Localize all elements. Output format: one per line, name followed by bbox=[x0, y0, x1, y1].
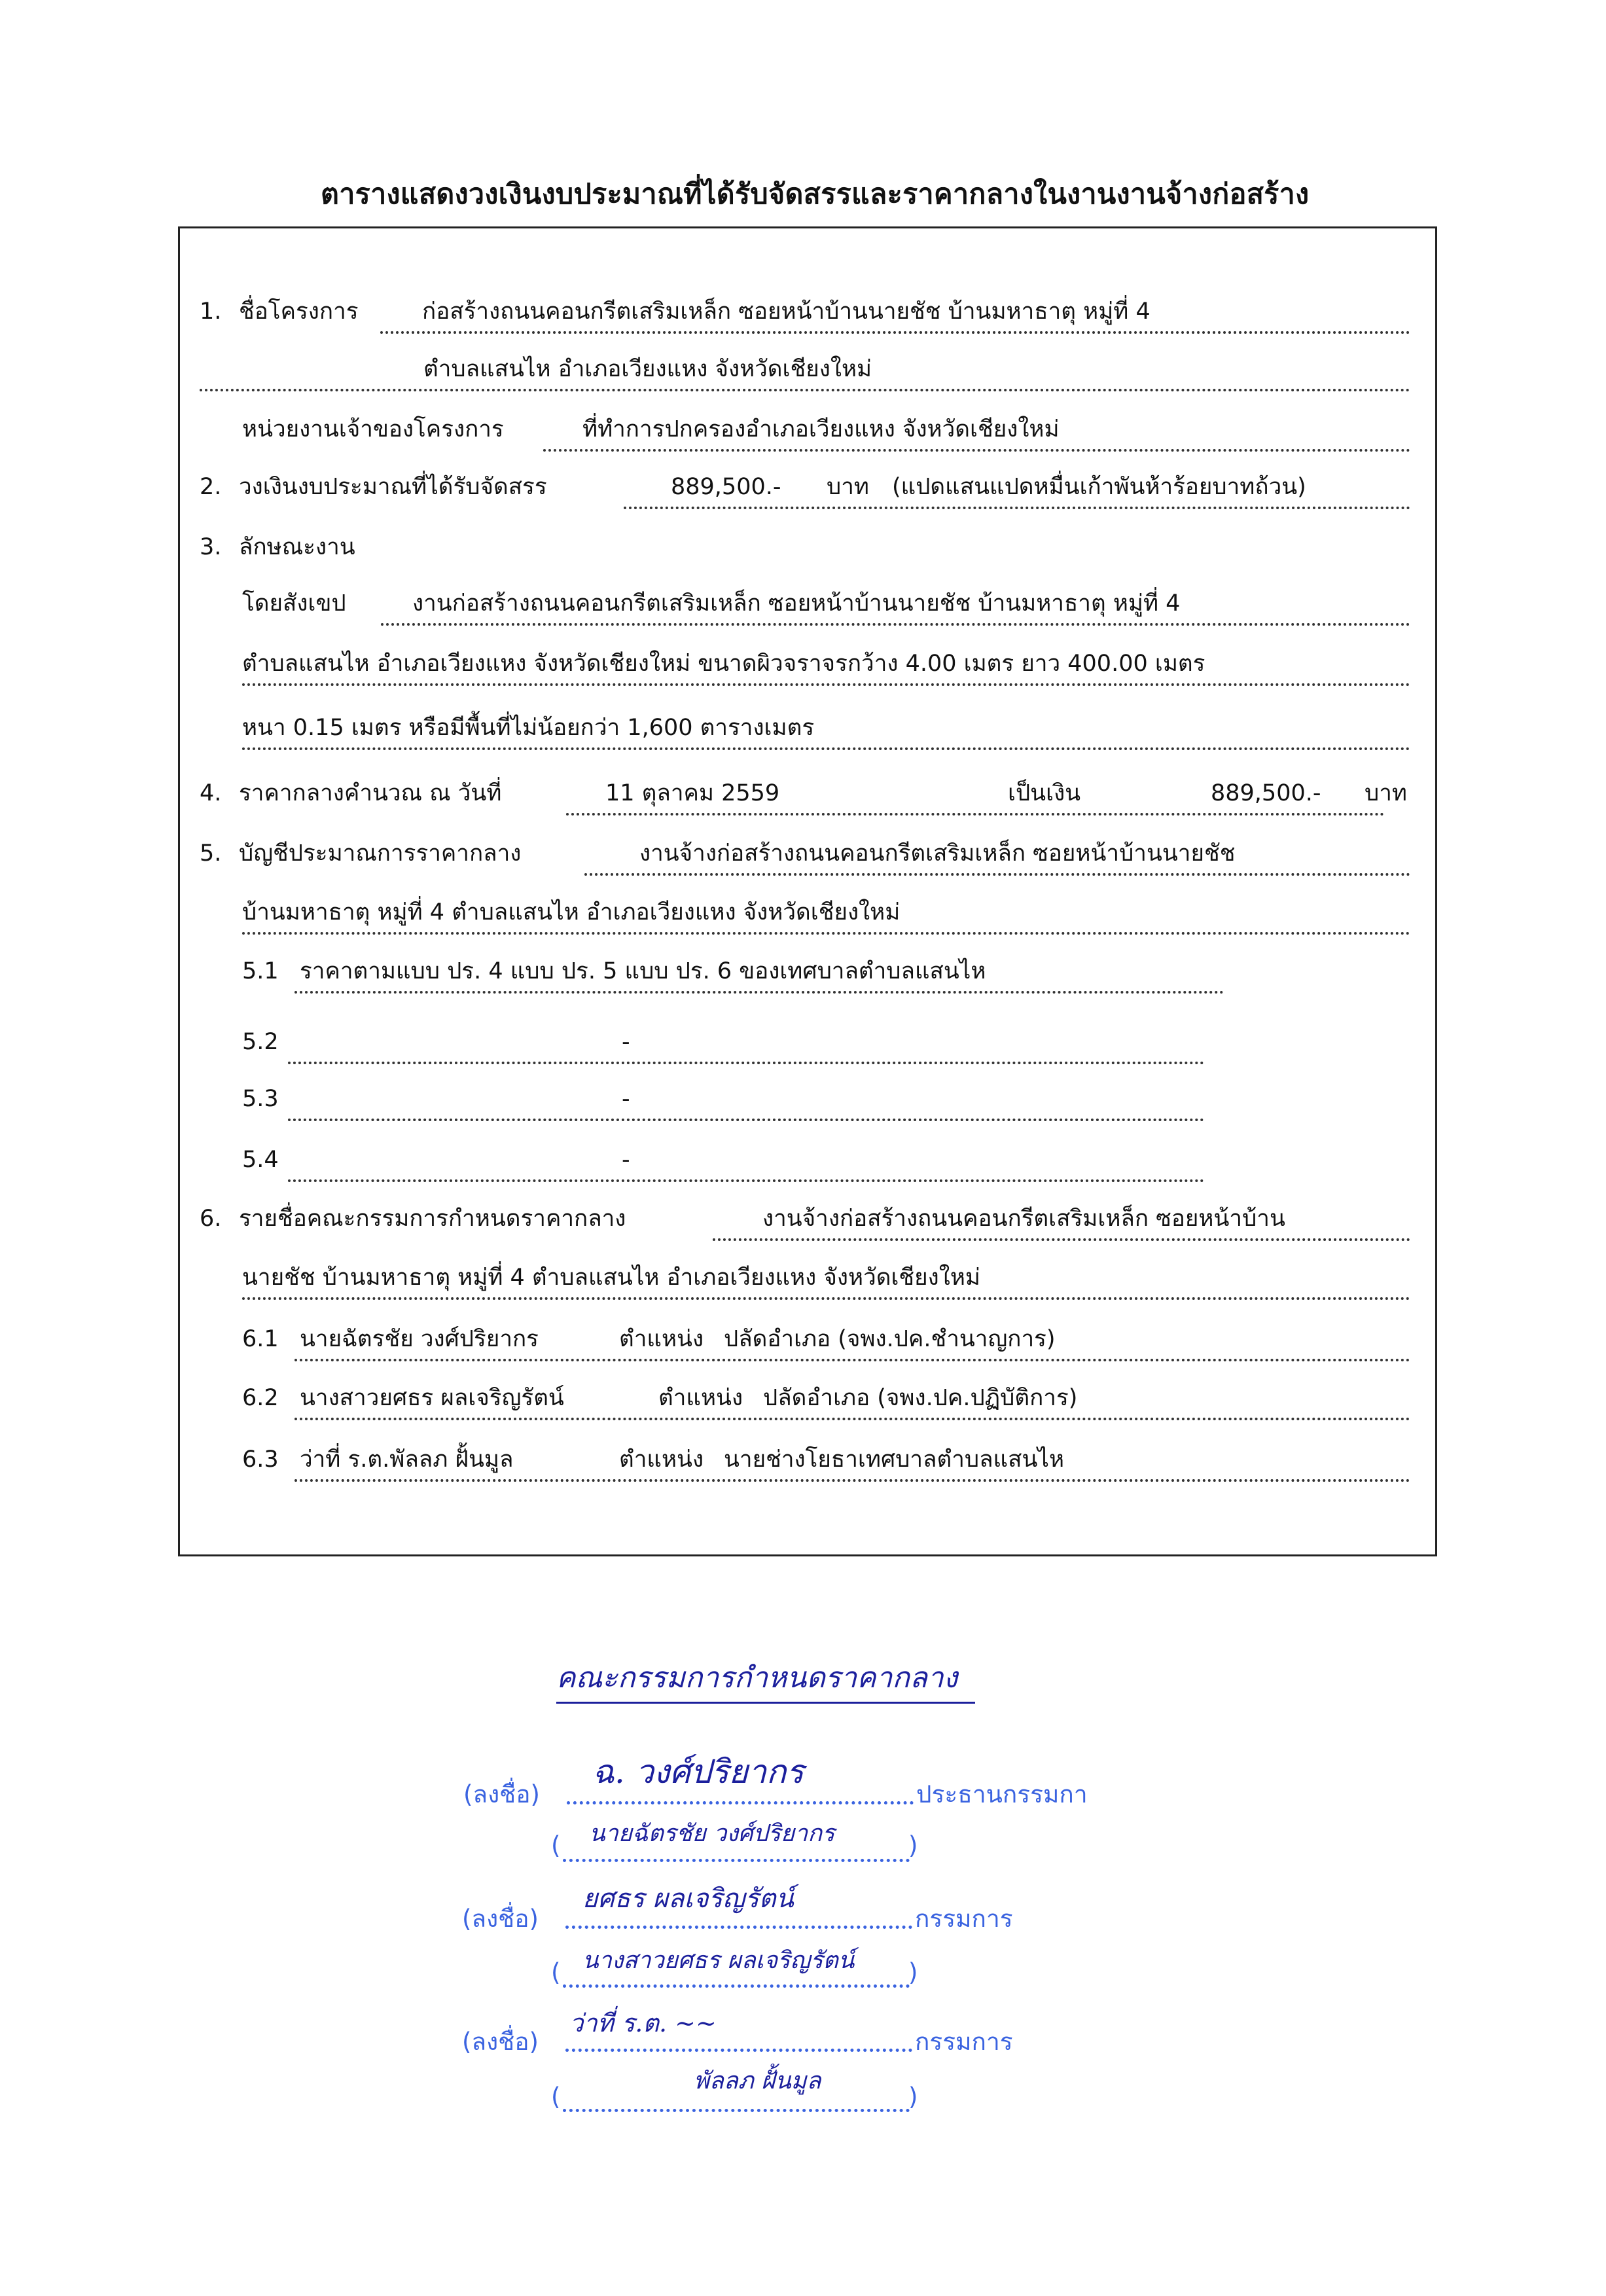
estimate-dotted-line-2 bbox=[242, 932, 1410, 935]
member-6-3-number: 6.3 bbox=[242, 1446, 279, 1473]
project-name: ก่อสร้างถนนคอนกรีตเสริมเหล็ก ซอยหน้าบ้านนายชัช บ้านมหาธาตุ หมู่ที่ 4 bbox=[422, 298, 1151, 325]
sub-5-4-dotted-line bbox=[288, 1179, 1204, 1182]
printed-name-close-paren-2: ) bbox=[908, 1958, 918, 1986]
item-5-number: 5. bbox=[200, 840, 222, 867]
member-6-1-position: ปลัดอำเภอ (จพง.ปค.ชำนาญการ) bbox=[724, 1326, 1056, 1352]
sub-5-1-row bbox=[242, 956, 1224, 995]
member-6-1-dotted-line bbox=[294, 1359, 1410, 1361]
committee-heading-handwritten: คณะกรรมการกำหนดราคากลาง bbox=[556, 1661, 958, 1695]
item-5-dotted-line bbox=[584, 873, 1410, 876]
sub-5-3-number: 5.3 bbox=[242, 1086, 279, 1112]
role-2: กรรมการ bbox=[915, 1905, 1013, 1933]
item-2-row bbox=[200, 471, 1417, 511]
role-3: กรรมการ bbox=[915, 2028, 1013, 2056]
estimate-line-1: งานจ้างก่อสร้างถนนคอนกรีตเสริมเหล็ก ซอยหน้าบ้านนายชัช bbox=[639, 840, 1236, 867]
member-6-3-name: ว่าที่ ร.ต.พัลลภ ฝั้นมูล bbox=[300, 1446, 514, 1473]
printed-name-open-paren-1: ( bbox=[551, 1831, 561, 1859]
member-6-1-position-label: ตำแหน่ง bbox=[619, 1326, 704, 1352]
item-3-row bbox=[200, 531, 1417, 571]
sub-5-2-text: - bbox=[622, 1029, 630, 1055]
sub-5-1-dotted-line bbox=[294, 991, 1224, 994]
summary-line-2: ตำบลแสนไห อำเภอเวียงแหง จังหวัดเชียงใหม่ ขนาดผิวจราจรกว้าง 4.00 เมตร ยาว 400.00 เมตร bbox=[242, 651, 1205, 677]
sub-5-4-number: 5.4 bbox=[242, 1147, 279, 1173]
estimate-line-2: บ้านมหาธาตุ หมู่ที่ 4 ตำบลแสนไห อำเภอเวียงแหง จังหวัดเชียงใหม่ bbox=[242, 899, 901, 925]
printed-name-close-paren-3: ) bbox=[908, 2083, 918, 2111]
item-2-number: 2. bbox=[200, 474, 222, 500]
sub-5-2-row bbox=[242, 1026, 1204, 1066]
printed-name-line-1 bbox=[563, 1859, 910, 1862]
item-4-row bbox=[200, 778, 1423, 817]
item-1-row-2 bbox=[200, 353, 1417, 393]
item-5-label: บัญชีประมาณการราคากลาง bbox=[239, 840, 522, 867]
summary-dotted-line-1 bbox=[381, 623, 1410, 626]
item-1-number: 1. bbox=[200, 298, 222, 325]
sub-5-3-text: - bbox=[622, 1086, 630, 1112]
item-4-label: ราคากลางคำนวณ ณ วันที่ bbox=[239, 780, 502, 806]
item-6-row bbox=[200, 1203, 1417, 1242]
summary-line-3: หนา 0.15 เมตร หรือมีพื้นที่ไม่น้อยกว่า 1,600 ตารางเมตร bbox=[242, 715, 815, 741]
printed-name-line-2 bbox=[563, 1984, 910, 1988]
owner-label: หน่วยงานเจ้าของโครงการ bbox=[242, 416, 504, 442]
printed-name-open-paren-3: ( bbox=[551, 2083, 561, 2111]
printed-name-open-paren-2: ( bbox=[551, 1958, 561, 1986]
price-amount: 889,500.- bbox=[1211, 780, 1321, 806]
printed-name-line-3 bbox=[563, 2109, 910, 2112]
committee-dotted-line-2 bbox=[242, 1297, 1410, 1300]
sub-5-3-row bbox=[242, 1083, 1204, 1122]
member-6-2-dotted-line bbox=[294, 1418, 1410, 1420]
sign-label-1: (ลงชื่อ) bbox=[463, 1780, 540, 1808]
budget-amount-words: (แปดแสนแปดหมื่นเก้าพันห้าร้อยบาทถ้วน) bbox=[892, 474, 1306, 500]
sub-5-1-text: ราคาตามแบบ ปร. 4 แบบ ปร. 5 แบบ ปร. 6 ของเทศบาลตำบลแสนไห bbox=[300, 958, 986, 984]
sign-label-3: (ลงชื่อ) bbox=[462, 2028, 539, 2056]
item-1-dotted-line-2 bbox=[200, 389, 1410, 391]
heading-underline bbox=[556, 1702, 975, 1704]
member-6-3-dotted-line bbox=[294, 1479, 1410, 1482]
member-6-2-position: ปลัดอำเภอ (จพง.ปค.ปฏิบัติการ) bbox=[763, 1385, 1078, 1411]
item-6-number: 6. bbox=[200, 1206, 222, 1232]
item-1-dotted-line bbox=[380, 331, 1410, 334]
document-title: ตารางแสดงวงเงินงบประมาณที่ได้รับจัดสรรและราคากลางในงานงานจ้างก่อสร้าง bbox=[321, 178, 1310, 211]
sub-5-2-dotted-line bbox=[288, 1062, 1204, 1064]
signature-line-2 bbox=[565, 1926, 912, 1929]
summary-dotted-line-3 bbox=[242, 747, 1410, 750]
printed-name-2: นางสาวยศธร ผลเจริญรัตน์ bbox=[582, 1947, 855, 1974]
sub-5-4-text: - bbox=[622, 1147, 630, 1173]
signature-2: ยศธร ผลเจริญรัตน์ bbox=[582, 1884, 794, 1914]
member-6-2-name: นางสาวยศธร ผลเจริญรัตน์ bbox=[300, 1385, 564, 1411]
summary-dotted-line-2 bbox=[242, 683, 1410, 686]
sign-label-2: (ลงชื่อ) bbox=[462, 1905, 539, 1933]
committee-row-2 bbox=[242, 1262, 1417, 1301]
item-1-row bbox=[200, 296, 1417, 335]
budget-unit: บาท bbox=[827, 474, 869, 500]
estimate-row-2 bbox=[242, 897, 1417, 936]
summary-line-1: งานก่อสร้างถนนคอนกรีตเสริมเหล็ก ซอยหน้าบ้านนายชัช บ้านมหาธาตุ หมู่ที่ 4 bbox=[412, 590, 1181, 617]
member-6-2-position-label: ตำแหน่ง bbox=[658, 1385, 743, 1411]
signature-1: ฉ. วงศ์ปริยากร bbox=[592, 1753, 804, 1791]
member-6-1-row bbox=[242, 1323, 1417, 1363]
item-3-label: ลักษณะงาน bbox=[239, 534, 355, 560]
printed-name-3: พัลลภ ฝั้นมูล bbox=[694, 2068, 821, 2094]
owner-row bbox=[242, 414, 1417, 453]
member-6-2-number: 6.2 bbox=[242, 1385, 279, 1411]
printed-name-1: นายฉัตรชัย วงศ์ปริยากร bbox=[589, 1820, 835, 1847]
signature-line-3 bbox=[565, 2049, 912, 2052]
signature-3: ว่าที่ ร.ต. ~~ bbox=[569, 2009, 717, 2037]
item-1-label: ชื่อโครงการ bbox=[239, 298, 359, 325]
summary-row-2 bbox=[242, 648, 1417, 687]
signature-line-1 bbox=[567, 1801, 914, 1804]
sub-5-4-row bbox=[242, 1144, 1204, 1183]
member-6-2-row bbox=[242, 1382, 1417, 1422]
item-2-label: วงเงินงบประมาณที่ได้รับจัดสรร bbox=[239, 474, 547, 500]
item-6-label: รายชื่อคณะกรรมการกำหนดราคากลาง bbox=[239, 1206, 626, 1232]
owner-value: ที่ทำการปกครองอำเภอเวียงแหง จังหวัดเชียงใหม่ bbox=[582, 416, 1060, 442]
item-4-dotted-line bbox=[566, 813, 1384, 816]
sub-5-3-dotted-line bbox=[288, 1119, 1204, 1121]
member-6-3-position: นายช่างโยธาเทศบาลตำบลแสนไห bbox=[724, 1446, 1065, 1473]
role-1: ประธานกรรมกา bbox=[916, 1780, 1088, 1808]
price-unit: บาท bbox=[1365, 780, 1407, 806]
item-2-dotted-line bbox=[624, 507, 1410, 509]
owner-dotted-line bbox=[543, 449, 1410, 452]
summary-row-3 bbox=[242, 712, 1417, 751]
budget-amount: 889,500.- bbox=[671, 474, 781, 500]
price-date: 11 ตุลาคม 2559 bbox=[605, 780, 780, 806]
committee-line-2: นายชัช บ้านมหาธาตุ หมู่ที่ 4 ตำบลแสนไห อำเภอเวียงแหง จังหวัดเชียงใหม่ bbox=[242, 1265, 980, 1291]
item-3-number: 3. bbox=[200, 534, 222, 560]
sub-5-1-number: 5.1 bbox=[242, 958, 279, 984]
summary-row-1 bbox=[242, 588, 1417, 627]
member-6-1-name: นายฉัตรชัย วงศ์ปริยากร bbox=[300, 1326, 539, 1352]
member-6-3-position-label: ตำแหน่ง bbox=[619, 1446, 704, 1473]
sub-5-2-number: 5.2 bbox=[242, 1029, 279, 1055]
item-4-number: 4. bbox=[200, 780, 222, 806]
committee-line-1: งานจ้างก่อสร้างถนนคอนกรีตเสริมเหล็ก ซอยหน้าบ้าน bbox=[762, 1206, 1285, 1232]
member-6-3-row bbox=[242, 1444, 1417, 1483]
printed-name-close-paren-1: ) bbox=[908, 1831, 918, 1859]
item-6-dotted-line bbox=[713, 1238, 1410, 1241]
price-amount-label: เป็นเงิน bbox=[1008, 780, 1081, 806]
summary-label: โดยสังเขป bbox=[242, 590, 346, 617]
project-location: ตำบลแสนไห อำเภอเวียงแหง จังหวัดเชียงใหม่ bbox=[423, 356, 872, 382]
item-5-row bbox=[200, 838, 1417, 877]
member-6-1-number: 6.1 bbox=[242, 1326, 279, 1352]
